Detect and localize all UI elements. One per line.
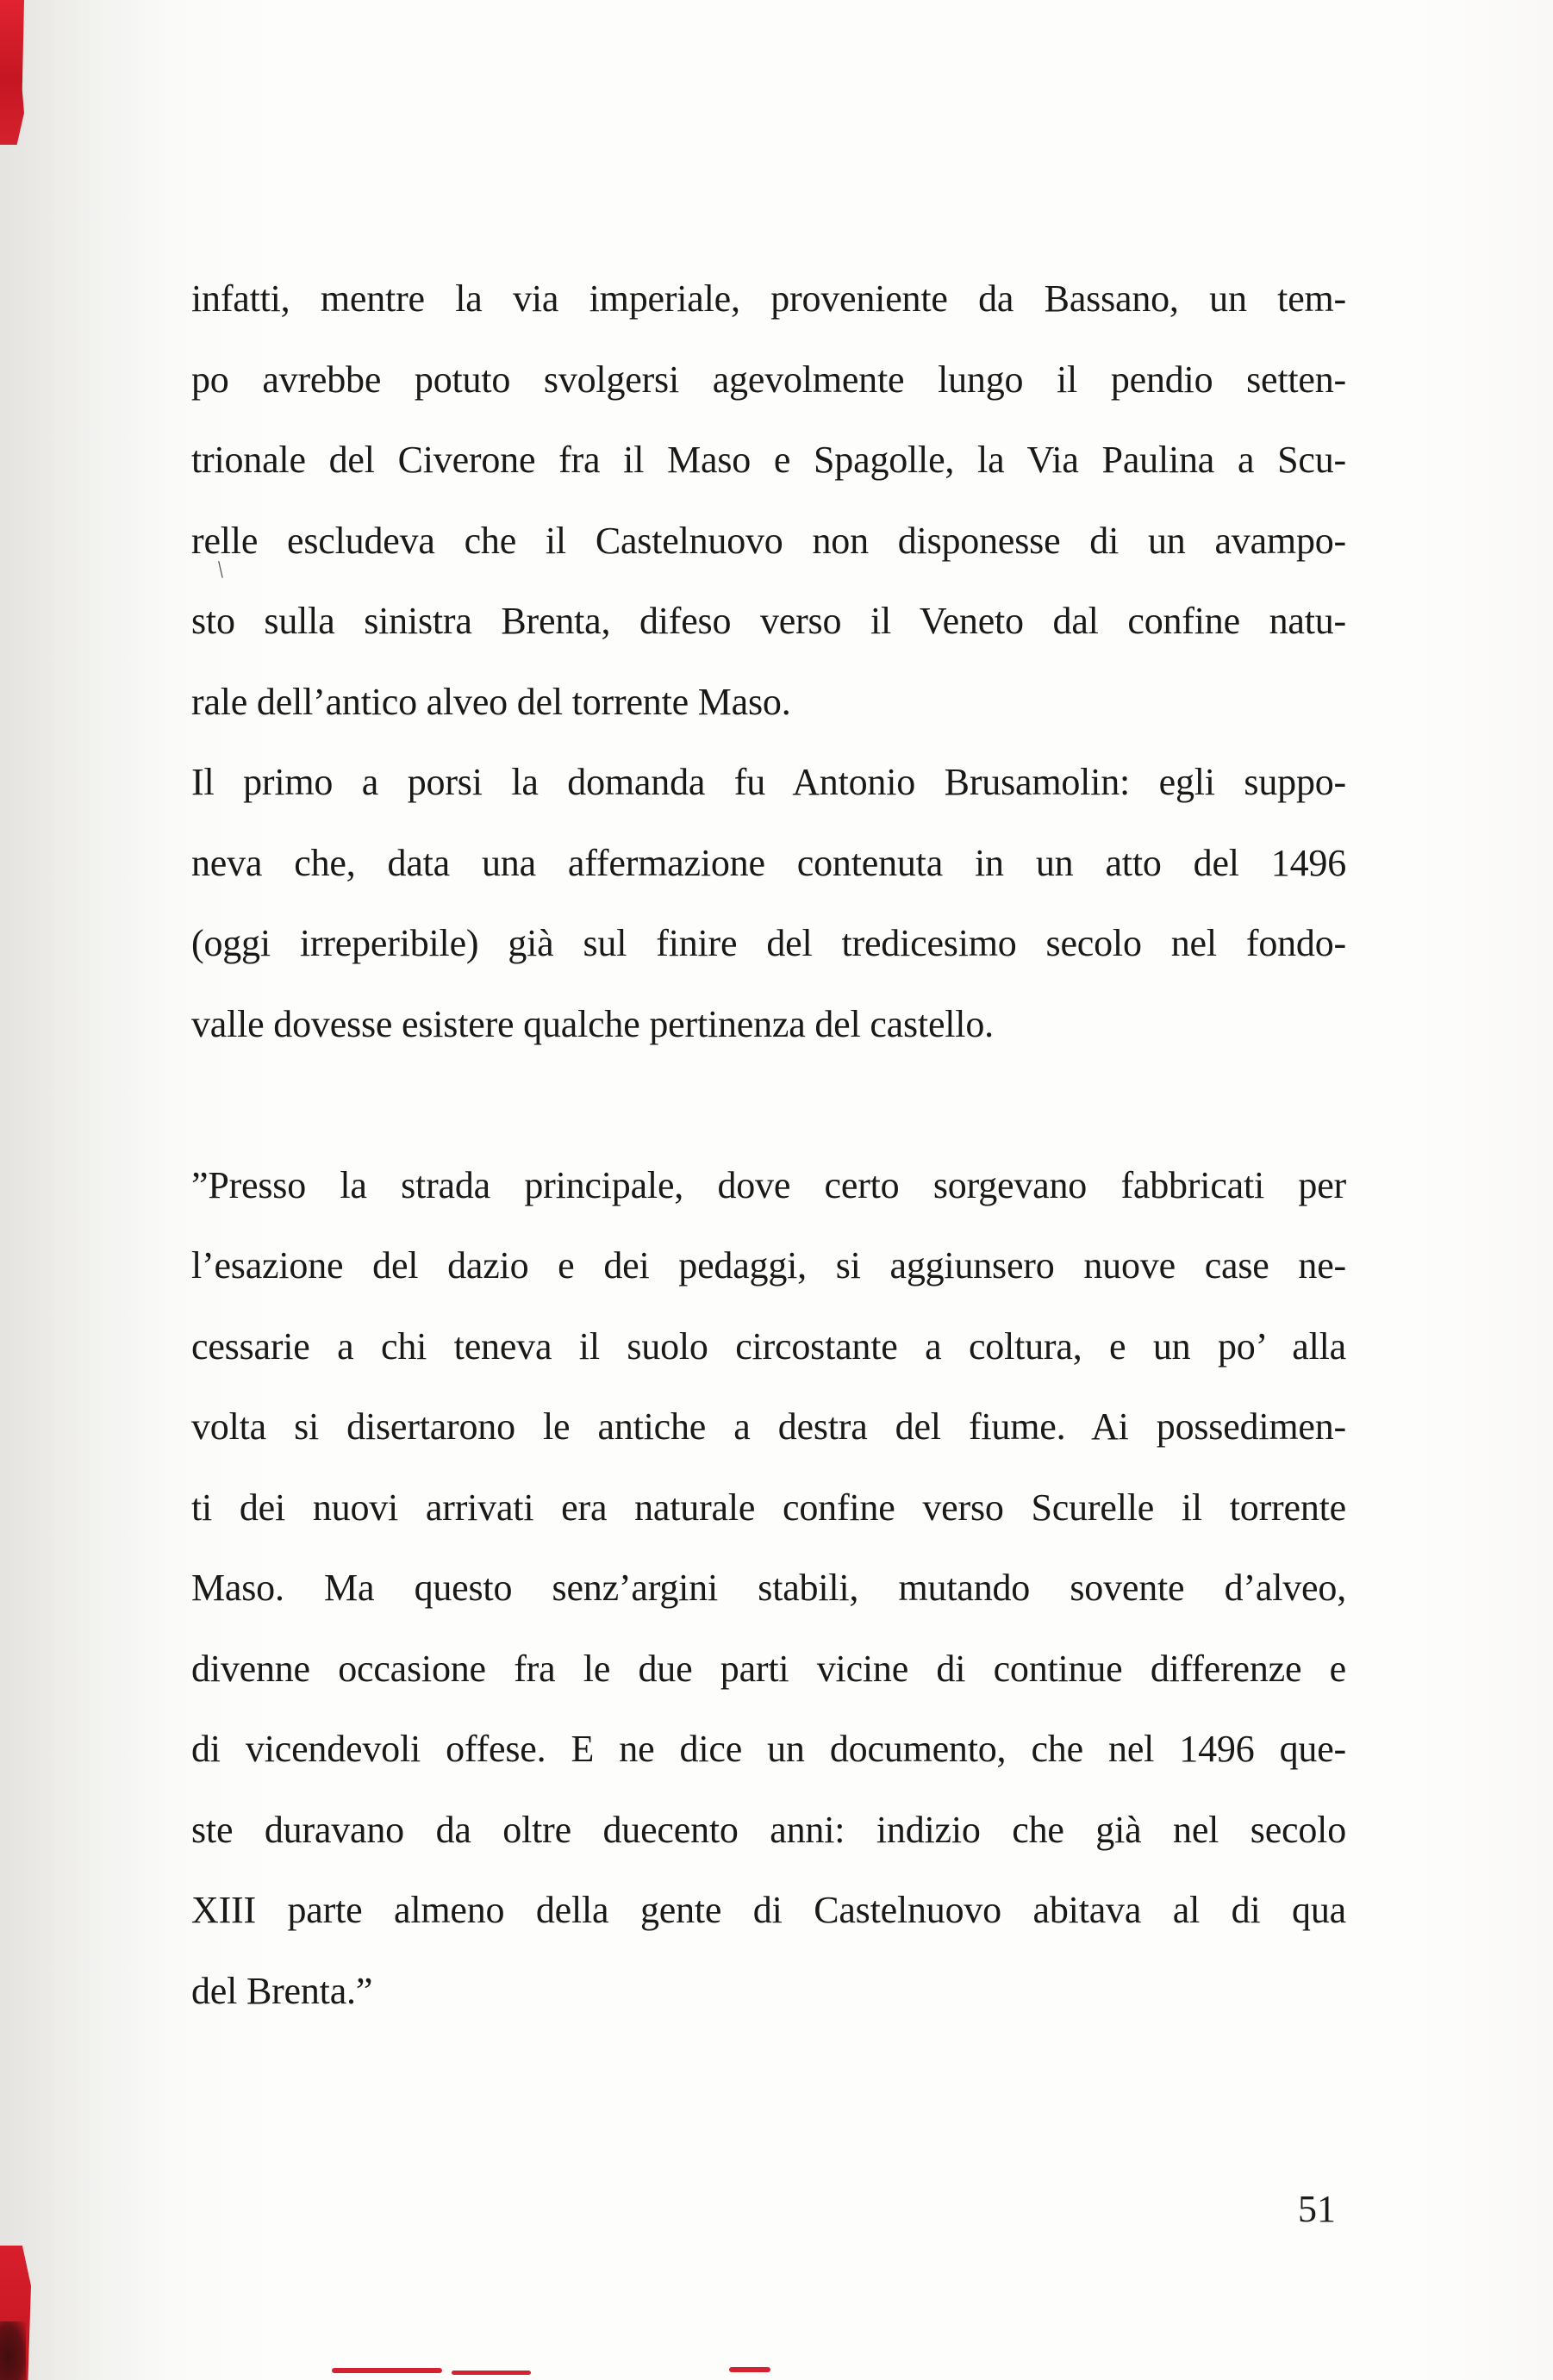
text-line: sto sulla sinistra Brenta, difeso verso il Veneto dal confine natu-	[191, 600, 1346, 642]
text-line: XIII parte almeno della gente di Castelnuovo abitava al di qua	[191, 1889, 1346, 1931]
text-line: ”Presso la strada principale, dove certo sorgevano fabbricati per	[191, 1163, 1346, 1206]
text-line: Il primo a porsi la domanda fu Antonio Brusamolin: egli suppo-	[191, 761, 1346, 803]
text-line: volta si disertarono le antiche a destra del fiume. Ai possedimen-	[191, 1405, 1346, 1448]
red-scan-artifact-top-left	[0, 0, 24, 145]
paragraph	[191, 1145, 1346, 2032]
text-line: po avrebbe potuto svolgersi agevolmente lungo il pendio setten-	[191, 358, 1346, 401]
scan-gutter-shading	[0, 0, 172, 2380]
text-line: divenne occasione fra le due parti vicine di continue differenze e	[191, 1647, 1346, 1690]
text-line: ti dei nuovi arrivati era naturale confine verso Scurelle il torrente	[191, 1486, 1346, 1529]
body-text-block	[191, 259, 1346, 2031]
red-scan-dash	[729, 2367, 770, 2372]
text-line: neva che, data una affermazione contenuta in un atto del 1496	[191, 841, 1346, 884]
text-line: del Brenta.”	[191, 1969, 373, 2012]
red-scan-dash	[452, 2371, 531, 2375]
text-line: trionale del Civerone fra il Maso e Spagolle, la Via Paulina a Scu-	[191, 439, 1346, 481]
red-scan-artifact-dark-blotch	[0, 2321, 26, 2380]
text-line: Maso. Ma questo senz’argini stabili, mutando sovente d’alveo,	[191, 1567, 1346, 1609]
page-number: 51	[1298, 2188, 1336, 2230]
red-scan-dash	[332, 2368, 442, 2373]
text-line: l’esazione del dazio e dei pedaggi, si aggiunsero nuove case ne-	[191, 1244, 1346, 1287]
text-line: rale dell’antico alveo del torrente Maso.	[191, 680, 791, 723]
text-line: ste duravano da oltre duecento anni: indizio che già nel secolo	[191, 1808, 1346, 1851]
text-line: infatti, mentre la via imperiale, proveniente da Bassano, un tem-	[191, 277, 1346, 320]
stray-accent-mark: \	[215, 556, 226, 584]
text-line: relle escludeva che il Castelnuovo non disponesse di un avampo-	[191, 519, 1346, 562]
text-line: (oggi irreperibile) già sul finire del tredicesimo secolo nel fondo-	[191, 922, 1346, 964]
paragraph	[191, 742, 1346, 1064]
text-line: valle dovesse esistere qualche pertinenza del castello.	[191, 1002, 994, 1045]
text-line: di vicendevoli offese. E ne dice un documento, che nel 1496 que-	[191, 1728, 1346, 1770]
text-line: cessarie a chi teneva il suolo circostante a coltura, e un po’ alla	[191, 1324, 1346, 1368]
paragraph	[191, 259, 1346, 742]
